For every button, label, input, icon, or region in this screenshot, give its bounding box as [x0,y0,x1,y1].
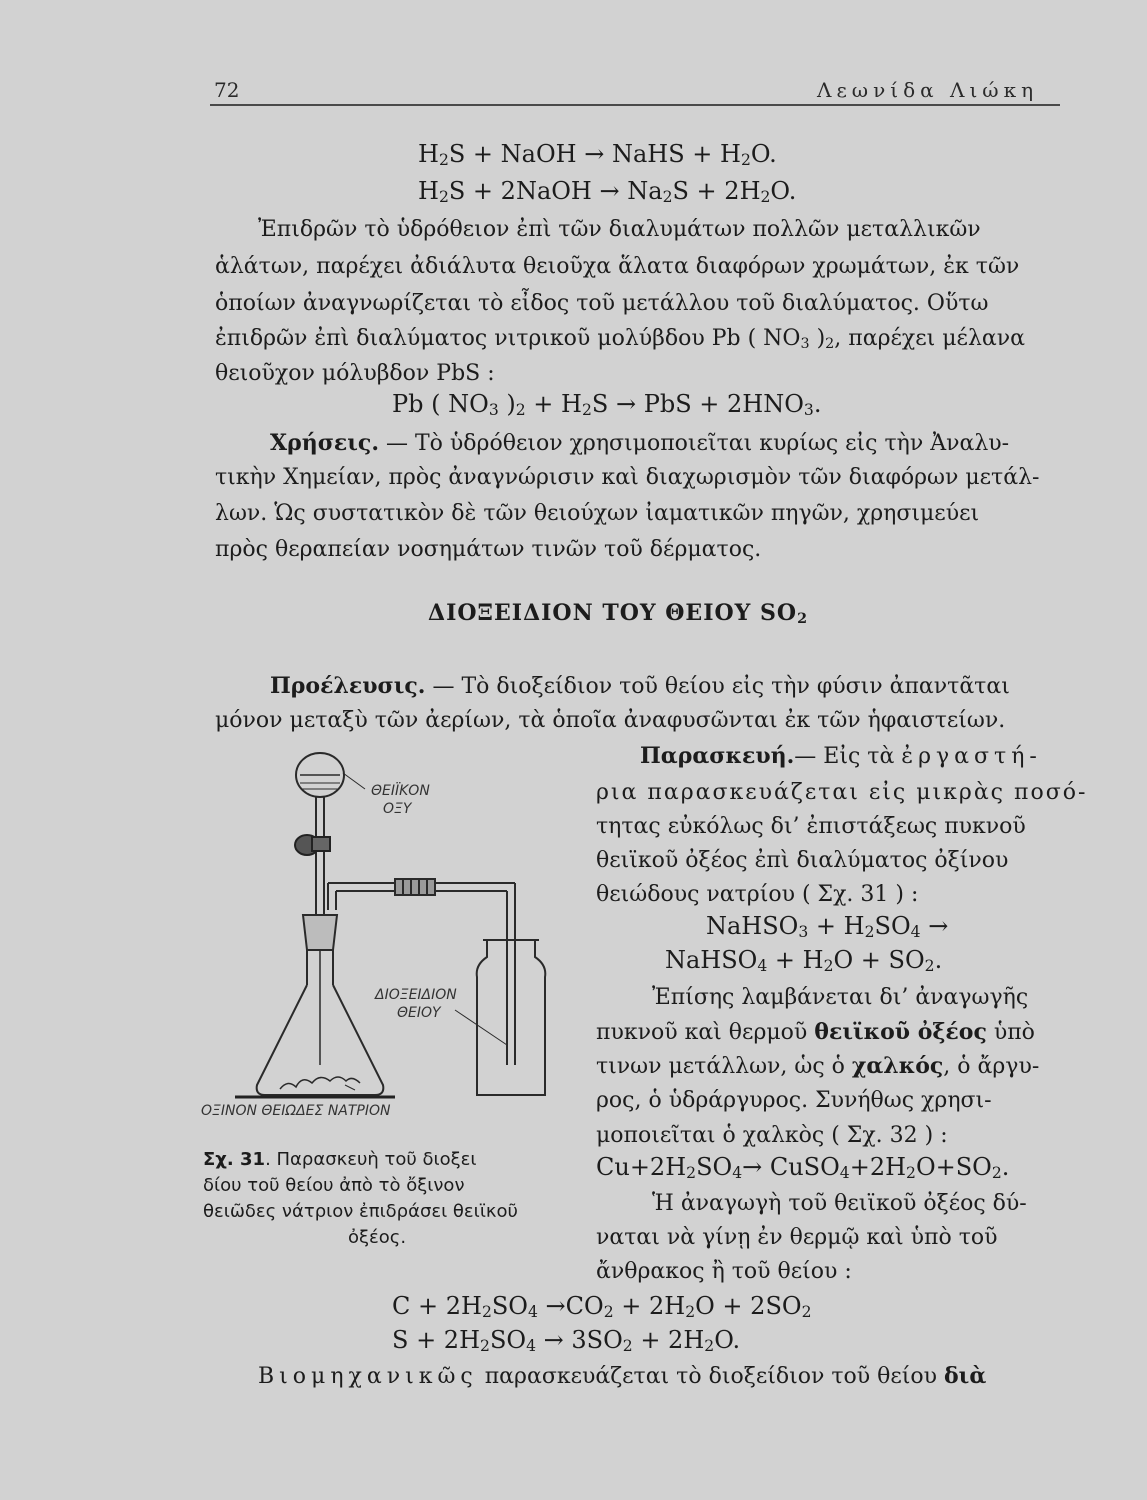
reduction-line2: ναται νὰ γίνῃ ἐν θερμῷ καὶ ὑπὸ τοῦ [596,1225,998,1250]
prep-line3: τητας εὐκόλως δι’ ἐπιστάξεως πυκνοῦ [596,814,1026,839]
prep-line4: θειϊκοῦ ὀξέος ἐπὶ διαλύματος ὀξίνου [596,848,1009,873]
page-number: 72 [214,78,240,102]
origin-line1: Προέλευσις. — Τὸ διοξείδιον τοῦ θείου εἰς τὴν φύσιν ἀπαντᾶται [270,673,1010,699]
uses-label: Χρήσεις. [270,430,379,456]
equation-nahso3-line1: NaHSO$_3$ + $H_2SO_4$ → [706,912,949,941]
section-heading: ΔΙΟΞΕΙΔΙΟΝ ΤΟΥ ΘΕΙΟΥ $SO_2$ [428,600,809,627]
figure-caption-line3: θειῶδες νάτριον ἐπιδράσει θειϊκοῦ [203,1201,518,1222]
also-line1: Ἐπίσης λαμβάνεται δι’ ἀναγωγῆς [652,985,1029,1010]
uses-line4: πρὸς θεραπείαν νοσημάτων τινῶν τοῦ δέρματος. [215,537,762,562]
also-line5: μοποιεῖται ὁ χαλκὸς ( Σχ. 32 ) : [596,1123,948,1148]
figure-caption-line1: Σχ. 31. Παρασκευὴ τοῦ διοξει [203,1149,477,1170]
label-sodium-bisulfite: ΟΞΙΝΟΝ ΘΕΙΩΔΕΣ ΝΑΤΡΙΟΝ [201,1103,391,1119]
figure-31 [195,745,590,1145]
label-sulfuric-acid-1: ΘΕΙΪΚΟΝ [371,783,430,799]
uses-line2: τικὴν Χημείαν, πρὸς ἀναγνώρισιν καὶ διαχωρισμὸν τῶν διαφόρων μετάλ- [215,465,1040,490]
equation-h2s-naoh: $H_2S$ + NaOH → NaHS + $H_2O$. [418,140,777,169]
last-line: Βιομηχανικῶς παρασκευάζεται τὸ διοξείδιον τοῦ θείου διὰ [258,1363,987,1389]
running-header-author: Λεωνίδα Λιώκη [817,78,1039,102]
para1-line1: Ἐπιδρῶν τὸ ὑδρόθειον ἐπὶ τῶν διαλυμάτων πολλῶν μεταλλικῶν [258,217,981,242]
equation-cu: $Cu+2H_2SO_4\to$ $CuSO_4+2H_2O+SO_2$. [596,1153,1010,1182]
reduction-line3: ἄνθρακος ἢ τοῦ θείου : [596,1259,852,1284]
figure-caption-line2: δίου τοῦ θείου ἀπὸ τὸ ὄξινον [203,1175,465,1196]
origin-label: Προέλευσις. [270,673,426,699]
origin-line2: μόνον μεταξὺ τῶν ἀερίων, τὰ ὁποῖα ἀναφυσῶνται ἐκ τῶν ἡφαιστείων. [215,708,1006,733]
para1-line2: ἁλάτων, παρέχει ἀδιάλυτα θειοῦχα ἅλατα διαφόρων χρωμάτων, ἐκ τῶν [215,254,1020,279]
uses-line1: Χρήσεις. — Τὸ ὑδρόθειον χρησιμοποιεῖται κυρίως εἰς τὴν Ἀναλυ- [270,430,1010,456]
equation-nahso3-line2: NaHSO$_4$ + $H_2O + SO_2$. [665,946,943,975]
figure-caption-line4: ὀξέος. [348,1227,407,1248]
prep-line1: Παρασκευή.— Εἰς τὰ ἐργαστή- [640,743,1042,769]
equation-carbon: $C + 2H_2SO_4 \to CO_2 + 2H_2O + 2SO_2$ [392,1292,812,1321]
prep-label: Παρασκευή. [640,743,795,769]
para1-line3: ὁποίων ἀναγνωρίζεται τὸ εἶδος τοῦ μετάλλου τοῦ διαλύματος. Οὕτω [215,291,989,316]
equation-pb-no3: Pb ( $NO_3$ )$_2 + H_2S$ → PbS + $2HNO_3$. [392,390,822,419]
prep-line5: θειώδους νατρίου ( Σχ. 31 ) : [596,882,919,907]
equation-sulfur: $S + 2H_2SO_4 \to 3SO_2 + 2H_2O$. [392,1326,741,1355]
equation-h2s-2naoh: $H_2S$ + 2NaOH → $Na_2S + 2H_2O$. [418,177,797,206]
header-rule [210,104,1060,106]
label-sulfur-dioxide-1: ΔΙΟΞΕΙΔΙΟΝ [375,987,457,1003]
label-sulfuric-acid-2: ΟΞΥ [383,801,412,817]
reduction-line1: Ἡ ἀναγωγὴ τοῦ θειϊκοῦ ὀξέος δύ- [652,1191,1027,1216]
also-line2: πυκνοῦ καὶ θερμοῦ θειϊκοῦ ὀξέος ὑπὸ [596,1019,1035,1045]
prep-line2: ρια παρασκευάζεται εἰς μικρὰς ποσό- [596,780,1088,805]
para1-line4: ἐπιδρῶν ἐπὶ διαλύματος νιτρικοῦ μολύβδου Pb ( $NO_3$ )$_2$, παρέχει μέλανα [215,326,1025,352]
para1-line5: θειοῦχον μόλυβδον PbS : [215,361,495,386]
label-sulfur-dioxide-2: ΘΕΙΟΥ [397,1005,441,1021]
also-line3: τινων μετάλλων, ὡς ὁ χαλκός, ὁ ἄργυ- [596,1053,1040,1079]
also-line4: ρος, ὁ ὑδράργυρος. Συνήθως χρησι- [596,1088,992,1113]
uses-line3: λων. Ὡς συστατικὸν δὲ τῶν θειούχων ἰαματικῶν πηγῶν, χρησιμεύει [215,501,980,526]
